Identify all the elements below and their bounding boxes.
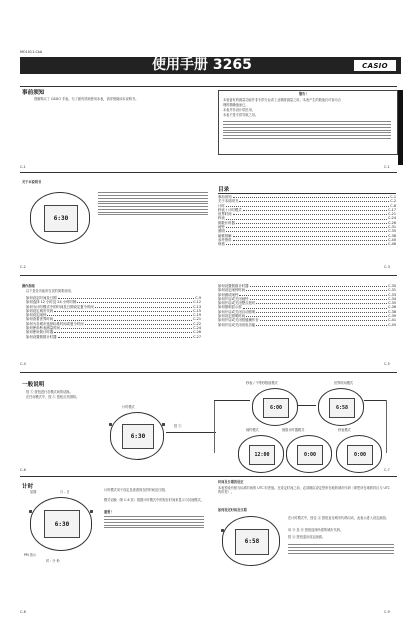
operation-entry[interactable]: 如何开启或关闭自动照明 C-38 <box>218 309 396 314</box>
warning-box <box>218 90 398 155</box>
mode-label-timekeeping: 计时模式 <box>122 405 135 409</box>
setting-text-lines <box>288 542 394 555</box>
warning-title: 警告！ <box>299 92 309 96</box>
watch-display: 6:30 <box>54 520 70 528</box>
watch-display: 0:00 <box>303 451 316 458</box>
operation-entry[interactable]: 如何查看世界时间 C-21 <box>26 317 201 322</box>
important-text-lines <box>104 514 204 530</box>
operation-entry[interactable]: 如何测试闹铃 C-33 <box>218 292 396 297</box>
watch-display: 6:30 <box>130 433 146 441</box>
operation-entry[interactable]: 如何使用秒表测量时间 C-24 <box>26 326 201 331</box>
toc-entry[interactable]: 计时 C-8 <box>218 203 396 208</box>
toc-entry[interactable]: 事前须知 C-1 <box>218 195 396 199</box>
page-number: C-5 <box>384 362 390 366</box>
mode-label-world: 世界时间模式 <box>334 381 354 385</box>
watch-timekeeping <box>110 412 164 460</box>
watch-stopwatch <box>252 388 298 426</box>
section-heading-general-guide: 一般说明 <box>22 382 45 388</box>
label-weekday: 星期 <box>30 490 37 494</box>
section-4-rule <box>20 372 397 373</box>
section-2-rule <box>20 172 397 173</box>
operation-entry[interactable]: 如何选择 12 小时及 24 小时时制 C-12 <box>26 300 201 305</box>
mode-arrow <box>298 405 316 406</box>
side-tab <box>398 90 403 165</box>
toc-entry[interactable]: 照明 C-35 <box>218 229 396 234</box>
toc-rule <box>218 193 396 194</box>
mode-arrow <box>214 400 250 401</box>
toc-entry[interactable]: 秒表 / 计时模式 C-17 <box>218 207 396 212</box>
operation-entry[interactable]: 如何为计时模式中的时间及日期设定夏令时间 C-13 <box>26 304 201 309</box>
watch-alarm <box>238 435 284 473</box>
setting-step-1: 在计时模式中，按住 Ⓐ 按钮直至城市代码闪动，此表示进入设定画面。 <box>288 516 389 520</box>
operation-entry[interactable]: 如何开启或关闭省电功能 C-45 <box>218 322 396 327</box>
how-to-set-heading: 如何设定时间及日期 <box>218 508 247 512</box>
manual-text-lines <box>98 190 208 217</box>
watch-illustration <box>30 192 90 244</box>
mode-arrow-line <box>386 400 387 453</box>
operation-list-right <box>218 284 396 327</box>
page-number: C-1 <box>384 165 390 169</box>
time-date-setting-intro: 本表预设有相当标准时间的 UTC 时差值。在设定时间之前，必须确实设定您所在地的城市代码（即您所在地的时区与 UTC 的时差）。 <box>218 486 390 495</box>
toc-entry[interactable]: 秒表 C-24 <box>218 216 396 221</box>
section-1-rule <box>20 86 397 87</box>
page-number: C-3 <box>384 265 390 269</box>
general-bullet-2: 在任何模式中，按 Ⓛ 按钮点亮照明。 <box>26 395 80 399</box>
watch-world-time <box>318 388 364 426</box>
operation-entry[interactable]: 如何开启或关闭按键操作音 C-41 <box>218 318 396 323</box>
operation-entry[interactable]: 如何使用倒计时器 C-26 <box>26 330 201 335</box>
general-bullet-1: 按 Ⓒ 按钮进行各模式间的切换。 <box>26 390 73 394</box>
watch-countdown <box>286 435 332 473</box>
operation-entry[interactable]: 如何为各城市选择标准时间或夏令时间 C-22 <box>26 321 201 326</box>
label-pm-indicator: PM 指示 <box>24 553 37 557</box>
mode-label-countdown: 倒数计时器模式 <box>282 428 305 432</box>
page-number: C-8 <box>20 610 26 614</box>
operation-entry[interactable]: 如何设置倒数计时器 C-30 <box>218 284 396 288</box>
operation-entry[interactable]: 如何设定闹钟时间 C-31 <box>218 288 396 293</box>
page-number: C-6 <box>20 468 26 472</box>
brand-name: CASIO <box>362 61 388 70</box>
page-number: C-4 <box>20 362 26 366</box>
page-title: 使用手册 3265 <box>152 57 252 73</box>
warning-text-lines <box>223 119 391 141</box>
watch-display: 12:00 <box>254 451 270 458</box>
page-number: C-9 <box>384 610 390 614</box>
toc-entry[interactable]: 闹铃 C-31 <box>218 225 396 230</box>
operation-entry[interactable]: 如何设定时间及日期 C-9 <box>26 296 201 300</box>
watch-display: 0:00 <box>353 451 366 458</box>
casio-logo <box>354 60 396 71</box>
section-heading-operation-guide: 操作指南 <box>22 284 35 288</box>
mode-label-alarm: 闹铃模式 <box>246 428 259 432</box>
press-c-label: 按 Ⓒ <box>174 424 182 428</box>
mode-label-timer: 秒表模式 <box>338 428 351 432</box>
section-3-rule <box>20 275 397 276</box>
operation-entry[interactable]: 如何设定照明时间 C-39 <box>218 314 396 319</box>
title-bar <box>20 57 401 74</box>
watch-display: 6:00 <box>269 404 282 411</box>
label-date: 月 - 日 <box>60 490 70 494</box>
section-5-rule <box>20 476 397 477</box>
operation-entry[interactable]: 如何设定闹钟 C-19 <box>26 313 201 318</box>
toc-entry[interactable]: 参考资料 C-40 <box>218 237 396 242</box>
about-manual-label: 关于本说明书 <box>22 180 42 184</box>
watch-timer <box>336 435 382 473</box>
button-a-icon <box>29 510 32 513</box>
operation-guide-subtitle: 以下是各功能所在页的简要说明。 <box>26 289 74 293</box>
label-hours-minutes-seconds: 时 : 分 秒 <box>46 559 60 563</box>
toc-entry[interactable]: 疑难排解 C-38 <box>218 233 396 238</box>
document-code: MO1011-CkA <box>20 50 43 54</box>
watch-display: 6:30 <box>53 215 69 222</box>
warning-line-3: 本表并非设计供医用。 <box>223 108 255 112</box>
warning-line-2: 理的精确值而已。 <box>223 103 249 107</box>
operation-entry[interactable]: 如何开启或关闭闹铃 C-34 <box>218 296 396 301</box>
page-number: C-2 <box>20 265 26 269</box>
warning-line-4: 本表不是专供导航之用。 <box>223 113 259 117</box>
setting-step-3: 按 Ⓐ 按钮退出设定画面。 <box>288 535 326 539</box>
section-heading-precautions: 事前须知 <box>22 90 45 96</box>
watch-timekeeping-detail <box>30 497 92 551</box>
button-d-icon <box>162 423 165 426</box>
operation-entry[interactable]: 如何设置倒数计时器 C-27 <box>26 334 201 339</box>
mode-arrow <box>364 400 386 401</box>
toc-entry[interactable]: 世界时间 C-21 <box>218 212 396 217</box>
setting-step-2: 用 Ⓓ 及 Ⓑ 按钮选择所需的城市代码。 <box>288 528 344 532</box>
watch-setting <box>222 516 280 566</box>
time-date-setting-heading: 时间及日期的设定 <box>218 480 244 484</box>
watch-display: 6:58 <box>335 404 348 411</box>
operation-entry[interactable]: 如何设定城市代码 C-15 <box>26 308 201 313</box>
operation-list-left <box>26 296 201 339</box>
mode-label-stopwatch: 秒表 / 不等秒数值模式 <box>246 381 278 385</box>
button-a-icon <box>109 423 112 426</box>
toc-entry[interactable]: 关于本说明书 C-2 <box>218 199 396 204</box>
mode-arrow-line <box>214 400 215 453</box>
toc-title: 目录 <box>218 187 230 193</box>
timekeeping-note: 模式切换（第 C-6 页）根据计时模式中的现在时间来显示与其他模式。 <box>104 498 204 502</box>
intro-text: 感谢购买了 CASIO 手表。为了最有效地使用本表，请详细阅读本说明书。 <box>34 97 139 101</box>
section-heading-timekeeping: 计时 <box>22 484 34 490</box>
operation-entry[interactable]: 如何照明显示屏 C-36 <box>218 305 396 310</box>
watch-display: 6:58 <box>244 538 260 546</box>
timekeeping-intro: 计时模式用于设定及查看现在的时间及日期。 <box>104 488 168 492</box>
important-label: 重要！ <box>104 510 114 514</box>
button-d-icon <box>90 510 93 513</box>
page-number: C-1 <box>20 165 26 169</box>
toc-entry[interactable]: 规格 C-46 <box>218 242 396 247</box>
operation-entry[interactable]: 如何开启或关闭整点报时 C-35 <box>218 301 396 306</box>
warning-line-1: 本表备有的测量功能并非专供专业或工业精度测量之用。本表产生的数值仅可视为合 <box>223 98 341 102</box>
button-a-icon <box>221 529 224 532</box>
table-of-contents <box>218 195 396 247</box>
toc-entry[interactable]: 倒数计时器 C-26 <box>218 220 396 225</box>
mode-arrow <box>166 432 216 433</box>
page-number: C-7 <box>384 468 390 472</box>
